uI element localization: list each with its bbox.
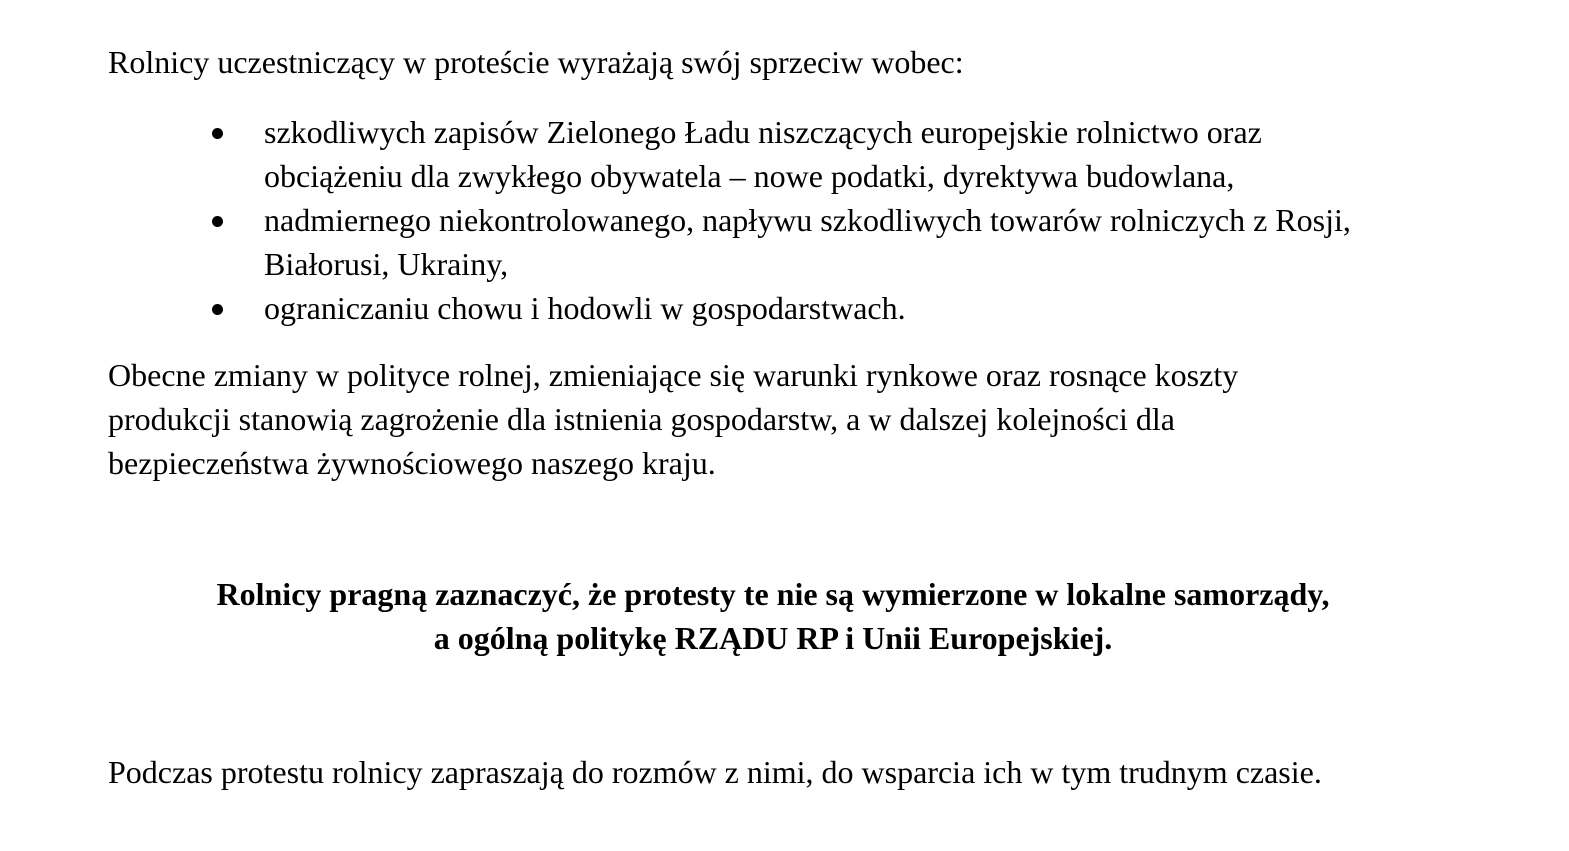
list-item (210, 110, 1400, 198)
objection-list (210, 110, 1400, 330)
bullet-icon (212, 128, 223, 139)
closing-text: Podczas protestu rolnicy zapraszają do rozmów z nimi, do wsparcia ich w tym trudnym czasie. (108, 754, 1322, 790)
list-item (210, 198, 1400, 286)
body-paragraph: Obecne zmiany w polityce rolnej, zmieniające się warunki rynkowe oraz rosnące koszty produkcji stanowią zagrożenie dla istnienia gospodarstw, a w dalszej kolejności dla bezpieczeństwa żywnościowego naszego kraju. (108, 357, 1239, 481)
list-item (210, 286, 1400, 330)
bullet-icon (212, 304, 223, 315)
list-item-text: nadmiernego niekontrolowanego, napływu szkodliwych towarów rolniczych z Rosji, Białorusi, Ukrainy, (264, 202, 1351, 282)
emphasis-line: Rolnicy pragną zaznaczyć, że protesty te nie są wymierzone w lokalne samorządy, (216, 576, 1330, 612)
intro-text: Rolnicy uczestniczący w proteście wyrażają swój sprzeciw wobec: (108, 44, 964, 80)
list-item-text: ograniczaniu chowu i hodowli w gospodarstwach. (264, 290, 906, 326)
emphasis-line: a ogólną politykę RZĄDU RP i Unii Europejskiej. (433, 620, 1113, 656)
emphasis-statement (108, 572, 1438, 660)
bullet-icon (212, 216, 223, 227)
list-item-text: szkodliwych zapisów Zielonego Ładu niszczących europejskie rolnictwo oraz obciążeniu dla zwykłego obywatela – nowe podatki, dyrektywa budowlana, (264, 114, 1262, 194)
